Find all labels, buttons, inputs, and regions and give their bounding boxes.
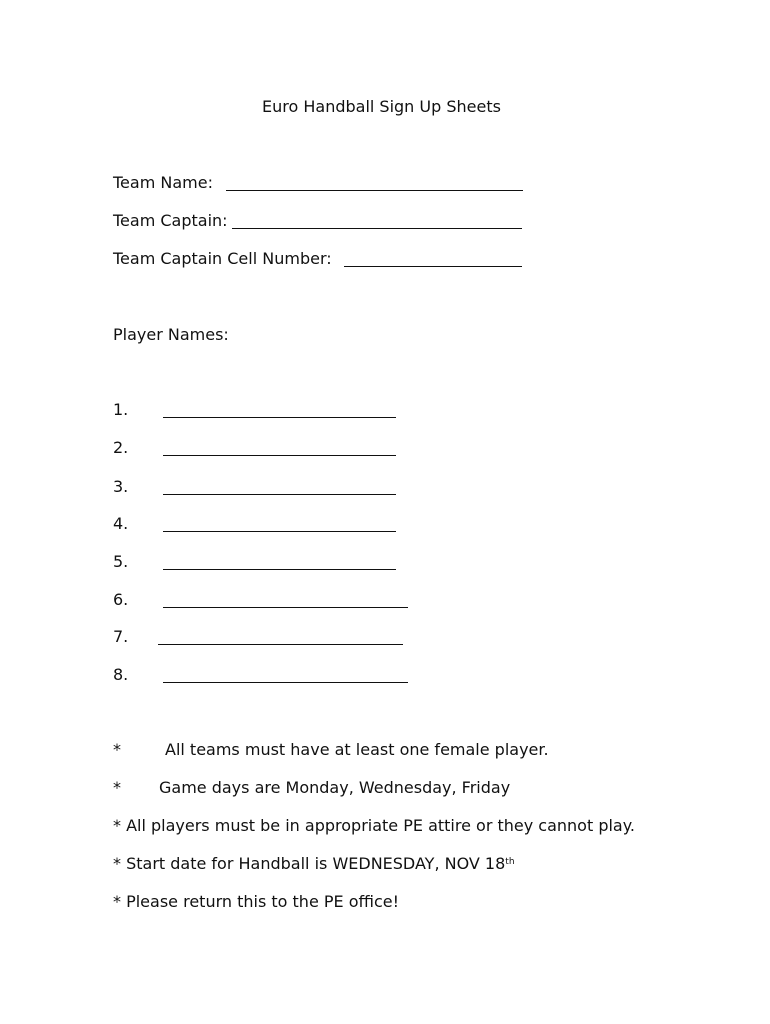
captain-cell-label: Team Captain Cell Number: — [113, 249, 332, 268]
note-bullet: * — [113, 740, 121, 759]
note-game-days: Game days are Monday, Wednesday, Friday — [159, 778, 511, 797]
player-number: 1. — [113, 400, 129, 419]
note-start-date — [113, 854, 515, 874]
player-name-blank — [163, 417, 396, 418]
player-name-blank — [163, 455, 396, 456]
team-captain-blank — [232, 228, 522, 229]
player-name-blank — [163, 569, 396, 570]
player-number: 6. — [113, 590, 129, 609]
player-number: 3. — [113, 477, 129, 496]
note-start-date-text: * Start date for Handball is WEDNESDAY, NOV 18 — [113, 854, 506, 873]
player-name-blank — [163, 607, 408, 608]
player-number: 2. — [113, 438, 129, 457]
player-name-blank — [163, 494, 396, 495]
player-name-blank — [158, 644, 403, 645]
player-number: 7. — [113, 627, 129, 646]
player-number: 4. — [113, 514, 129, 533]
captain-cell-blank — [344, 266, 522, 267]
document-title: Euro Handball Sign Up Sheets — [262, 97, 501, 116]
player-name-blank — [163, 531, 396, 532]
note-pe-attire: * All players must be in appropriate PE attire or they cannot play. — [113, 816, 635, 835]
ordinal-suffix: th — [505, 857, 515, 867]
player-number: 5. — [113, 552, 129, 571]
note-return-office: * Please return this to the PE office! — [113, 892, 400, 911]
note-female-player: All teams must have at least one female player. — [165, 740, 549, 759]
player-name-blank — [163, 682, 408, 683]
team-name-label: Team Name: — [113, 173, 213, 192]
player-names-label: Player Names: — [113, 325, 229, 344]
player-number: 8. — [113, 665, 129, 684]
team-name-blank — [226, 190, 523, 191]
note-bullet: * — [113, 778, 121, 797]
team-captain-label: Team Captain: — [113, 211, 228, 230]
